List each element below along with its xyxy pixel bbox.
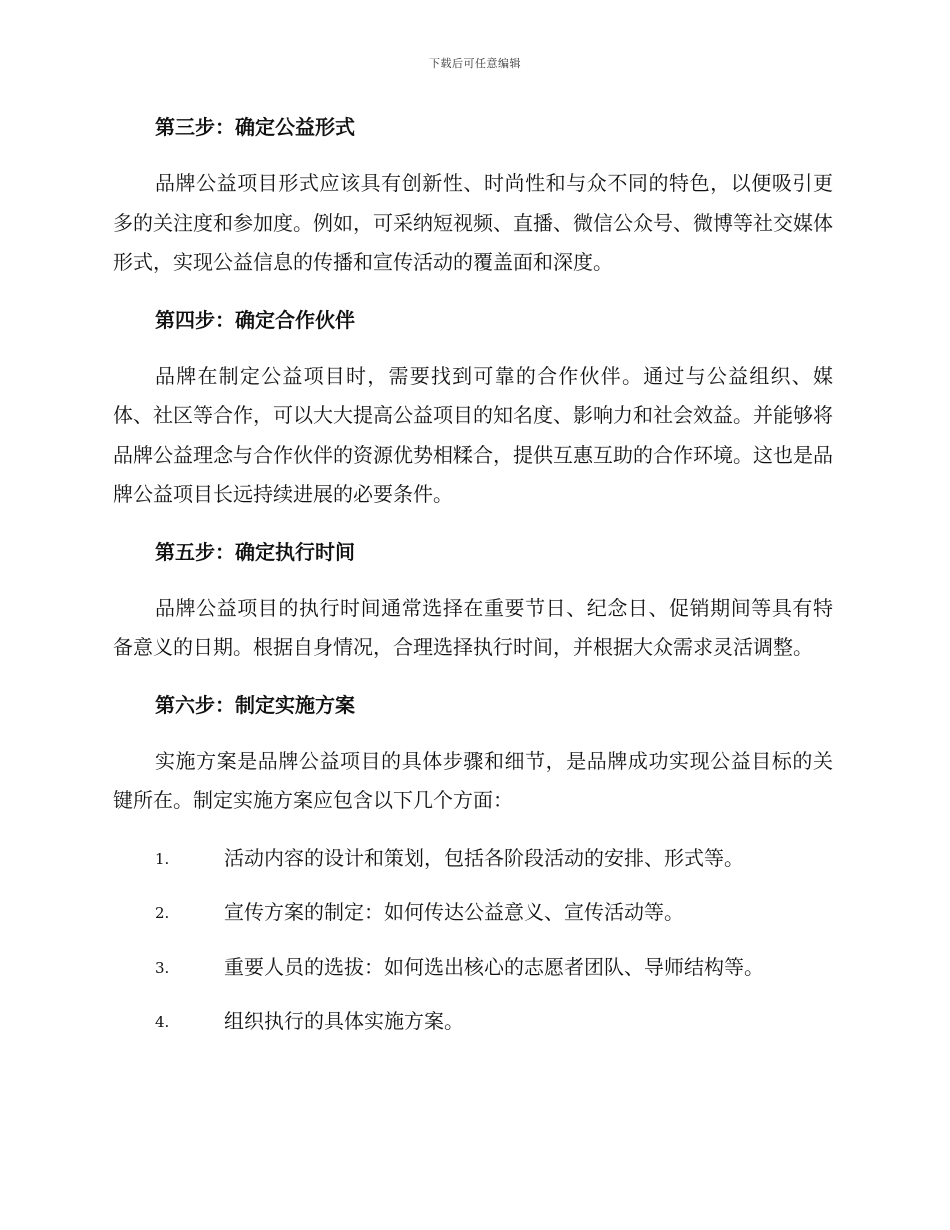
section-heading-step4: 第四步：确定合作伙伴 [155, 307, 355, 332]
list-item [113, 895, 833, 929]
section-heading-step3: 第三步：确定公益形式 [155, 115, 355, 139]
section-paragraph-step5: 品牌公益项目的执行时间通常选择在重要节日、纪念日、促销期间等具有特备意义的日期。根据自身情况，合理选择执行时间，并根据大众需求灵活调整。 [113, 595, 833, 659]
list-item [113, 950, 833, 984]
section-paragraph-step4: 品牌在制定公益项目时，需要找到可靠的合作伙伴。通过与公益组织、媒体、社区等合作，可以大大提高公益项目的知名度、影响力和社会效益。并能够将品牌公益理念与合作伙伴的资源优势相糅合，提供互惠互助的合作环境。这也是品牌公益项目长远持续进展的必要条件。 [113, 363, 833, 506]
list-item-number: 4. [155, 1013, 170, 1031]
page-header: 下载后可任意编辑 [429, 57, 521, 70]
list-item-text: 重要人员的选拔：如何选出核心的志愿者团队、导师结构等。 [224, 954, 764, 979]
list-item [113, 1004, 833, 1038]
section-heading-step5: 第五步：确定执行时间 [155, 539, 355, 564]
list-item-number: 3. [155, 958, 170, 977]
list-item-number: 2. [155, 904, 170, 922]
list-item [113, 841, 833, 875]
section-paragraph-step6: 实施方案是品牌公益项目的具体步骤和细节，是品牌成功实现公益目标的关键所在。制定实施方案应包含以下几个方面： [113, 748, 833, 812]
list-item-number: 1. [155, 849, 170, 868]
list-item-text: 宣传方案的制定：如何传达公益意义、宣传活动等。 [224, 900, 684, 924]
list-item-text: 活动内容的设计和策划，包括各阶段活动的安排、形式等。 [224, 845, 744, 870]
section-paragraph-step3: 品牌公益项目形式应该具有创新性、时尚性和与众不同的特色，以便吸引更多的关注度和参加度。例如，可采纳短视频、直播、微信公众号、微博等社交媒体形式，实现公益信息的传播和宣传活动的覆盖面和深度。 [113, 171, 833, 274]
document-body [113, 110, 833, 1059]
section-heading-step6: 第六步：制定实施方案 [155, 692, 355, 717]
implementation-list [113, 841, 833, 1039]
list-item-text: 组织执行的具体实施方案。 [224, 1009, 464, 1033]
